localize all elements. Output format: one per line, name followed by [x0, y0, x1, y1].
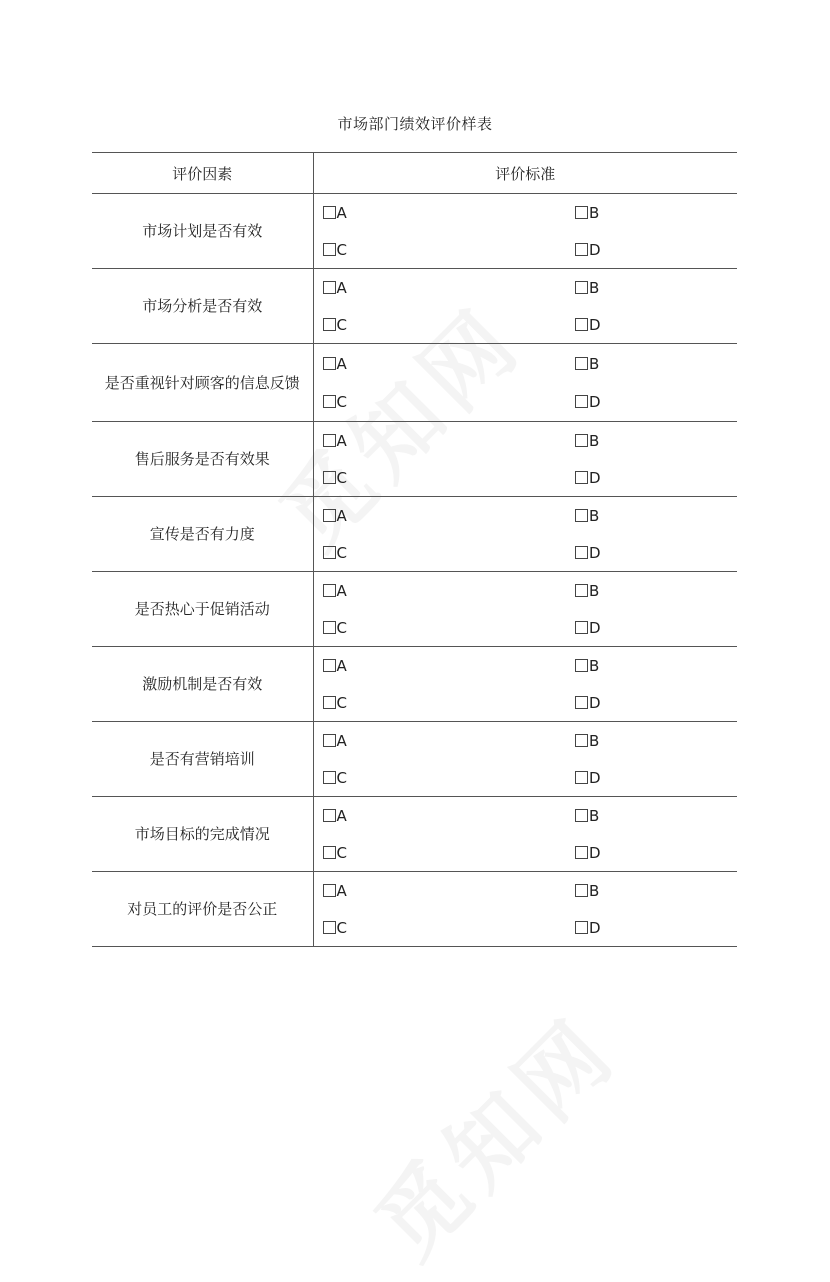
- checkbox-b[interactable]: [575, 734, 588, 747]
- option-a-cell: [313, 344, 565, 384]
- option-label: B: [589, 882, 600, 900]
- checkbox-b[interactable]: [575, 281, 588, 294]
- checkbox-d[interactable]: [575, 696, 588, 709]
- checkbox-c[interactable]: [323, 771, 336, 784]
- checkbox-d[interactable]: [575, 395, 588, 408]
- option-b-cell: [565, 872, 737, 911]
- watermark: [344, 985, 641, 1282]
- option-c-cell: [313, 232, 565, 269]
- option-a-cell: [313, 422, 565, 461]
- table-row: [92, 194, 737, 233]
- option-d-cell: [565, 835, 737, 872]
- option-d-cell: [565, 232, 737, 269]
- option-label: D: [589, 919, 601, 937]
- option-c-cell: [313, 307, 565, 344]
- option-b-cell: [565, 647, 737, 686]
- table-row: [92, 797, 737, 836]
- option-label: A: [336, 882, 347, 900]
- option-label: A: [336, 657, 347, 675]
- option-c-cell: [313, 835, 565, 872]
- checkbox-d[interactable]: [575, 546, 588, 559]
- option-label: C: [336, 393, 347, 411]
- checkbox-c[interactable]: [323, 318, 336, 331]
- option-label: D: [589, 544, 601, 562]
- table-row: [92, 647, 737, 686]
- option-label: B: [589, 807, 600, 825]
- option-label: D: [589, 694, 601, 712]
- option-d-cell: [565, 383, 737, 422]
- checkbox-d[interactable]: [575, 846, 588, 859]
- option-b-cell: [565, 572, 737, 611]
- option-label: A: [336, 732, 347, 750]
- factor-cell: 宣传是否有力度: [92, 497, 313, 572]
- option-c-cell: [313, 460, 565, 497]
- option-d-cell: [565, 760, 737, 797]
- table-row: [92, 722, 737, 761]
- option-label: C: [336, 919, 347, 937]
- checkbox-c[interactable]: [323, 471, 336, 484]
- option-c-cell: [313, 535, 565, 572]
- option-label: C: [336, 469, 347, 487]
- table-row: [92, 344, 737, 384]
- checkbox-b[interactable]: [575, 884, 588, 897]
- option-label: C: [336, 619, 347, 637]
- table-row: [92, 269, 737, 308]
- checkbox-c[interactable]: [323, 395, 336, 408]
- option-label: B: [589, 279, 600, 297]
- checkbox-a[interactable]: [323, 659, 336, 672]
- option-b-cell: [565, 422, 737, 461]
- factor-cell: 市场目标的完成情况: [92, 797, 313, 872]
- checkbox-c[interactable]: [323, 696, 336, 709]
- checkbox-d[interactable]: [575, 318, 588, 331]
- option-c-cell: [313, 910, 565, 947]
- option-label: B: [589, 432, 600, 450]
- checkbox-a[interactable]: [323, 884, 336, 897]
- checkbox-c[interactable]: [323, 921, 336, 934]
- option-label: A: [336, 279, 347, 297]
- option-label: D: [589, 241, 601, 259]
- checkbox-d[interactable]: [575, 243, 588, 256]
- option-label: C: [336, 844, 347, 862]
- factor-cell: 是否有营销培训: [92, 722, 313, 797]
- option-c-cell: [313, 760, 565, 797]
- factor-cell: 售后服务是否有效果: [92, 422, 313, 497]
- option-d-cell: [565, 910, 737, 947]
- table-row: [92, 872, 737, 911]
- option-label: C: [336, 694, 347, 712]
- option-b-cell: [565, 344, 737, 384]
- page-title: 市场部门绩效评价样表: [337, 115, 493, 133]
- option-label: C: [336, 544, 347, 562]
- checkbox-d[interactable]: [575, 471, 588, 484]
- checkbox-b[interactable]: [575, 434, 588, 447]
- option-b-cell: [565, 497, 737, 536]
- option-label: B: [589, 204, 600, 222]
- checkbox-b[interactable]: [575, 659, 588, 672]
- option-d-cell: [565, 610, 737, 647]
- factor-cell: 市场计划是否有效: [92, 194, 313, 269]
- table-body: [92, 194, 737, 947]
- option-label: B: [589, 582, 600, 600]
- checkbox-b[interactable]: [575, 509, 588, 522]
- checkbox-a[interactable]: [323, 357, 336, 370]
- option-label: D: [589, 619, 601, 637]
- checkbox-d[interactable]: [575, 921, 588, 934]
- option-label: D: [589, 469, 601, 487]
- option-c-cell: [313, 685, 565, 722]
- factor-cell: 对员工的评价是否公正: [92, 872, 313, 947]
- factor-cell: 市场分析是否有效: [92, 269, 313, 344]
- header-row: [92, 153, 737, 194]
- option-label: D: [589, 316, 601, 334]
- option-a-cell: [313, 722, 565, 761]
- option-a-cell: [313, 872, 565, 911]
- checkbox-a[interactable]: [323, 206, 336, 219]
- factor-column-header: 评价因素: [92, 153, 313, 194]
- checkbox-b[interactable]: [575, 357, 588, 370]
- option-d-cell: [565, 535, 737, 572]
- checkbox-b[interactable]: [575, 584, 588, 597]
- checkbox-d[interactable]: [575, 621, 588, 634]
- factor-cell: 是否热心于促销活动: [92, 572, 313, 647]
- option-b-cell: [565, 722, 737, 761]
- factor-cell: 是否重视针对顾客的信息反馈: [92, 344, 313, 422]
- checkbox-c[interactable]: [323, 621, 336, 634]
- option-label: A: [336, 432, 347, 450]
- option-label: A: [336, 582, 347, 600]
- option-b-cell: [565, 194, 737, 233]
- option-label: D: [589, 769, 601, 787]
- option-a-cell: [313, 647, 565, 686]
- factor-cell: 激励机制是否有效: [92, 647, 313, 722]
- evaluation-table: [92, 152, 737, 947]
- checkbox-a[interactable]: [323, 434, 336, 447]
- option-a-cell: [313, 269, 565, 308]
- option-b-cell: [565, 269, 737, 308]
- option-label: B: [589, 354, 600, 373]
- checkbox-a[interactable]: [323, 809, 336, 822]
- option-label: A: [336, 204, 347, 222]
- table-row: [92, 572, 737, 611]
- standard-column-header: 评价标准: [313, 153, 737, 194]
- checkbox-c[interactable]: [323, 846, 336, 859]
- table-row: [92, 497, 737, 536]
- checkbox-a[interactable]: [323, 584, 336, 597]
- option-label: C: [336, 769, 347, 787]
- checkbox-b[interactable]: [575, 809, 588, 822]
- option-a-cell: [313, 797, 565, 836]
- option-d-cell: [565, 460, 737, 497]
- checkbox-c[interactable]: [323, 546, 336, 559]
- option-label: A: [336, 354, 347, 373]
- option-a-cell: [313, 497, 565, 536]
- option-label: A: [336, 807, 347, 825]
- option-c-cell: [313, 383, 565, 422]
- checkbox-a[interactable]: [323, 734, 336, 747]
- option-label: B: [589, 732, 600, 750]
- option-label: D: [589, 393, 601, 411]
- option-d-cell: [565, 685, 737, 722]
- option-label: A: [336, 507, 347, 525]
- option-c-cell: [313, 610, 565, 647]
- table-row: [92, 422, 737, 461]
- option-a-cell: [313, 194, 565, 233]
- checkbox-b[interactable]: [575, 206, 588, 219]
- checkbox-c[interactable]: [323, 243, 336, 256]
- option-label: D: [589, 844, 601, 862]
- option-label: C: [336, 316, 347, 334]
- option-label: C: [336, 241, 347, 259]
- checkbox-d[interactable]: [575, 771, 588, 784]
- option-a-cell: [313, 572, 565, 611]
- option-b-cell: [565, 797, 737, 836]
- checkbox-a[interactable]: [323, 281, 336, 294]
- checkbox-a[interactable]: [323, 509, 336, 522]
- option-label: B: [589, 507, 600, 525]
- option-d-cell: [565, 307, 737, 344]
- option-label: B: [589, 657, 600, 675]
